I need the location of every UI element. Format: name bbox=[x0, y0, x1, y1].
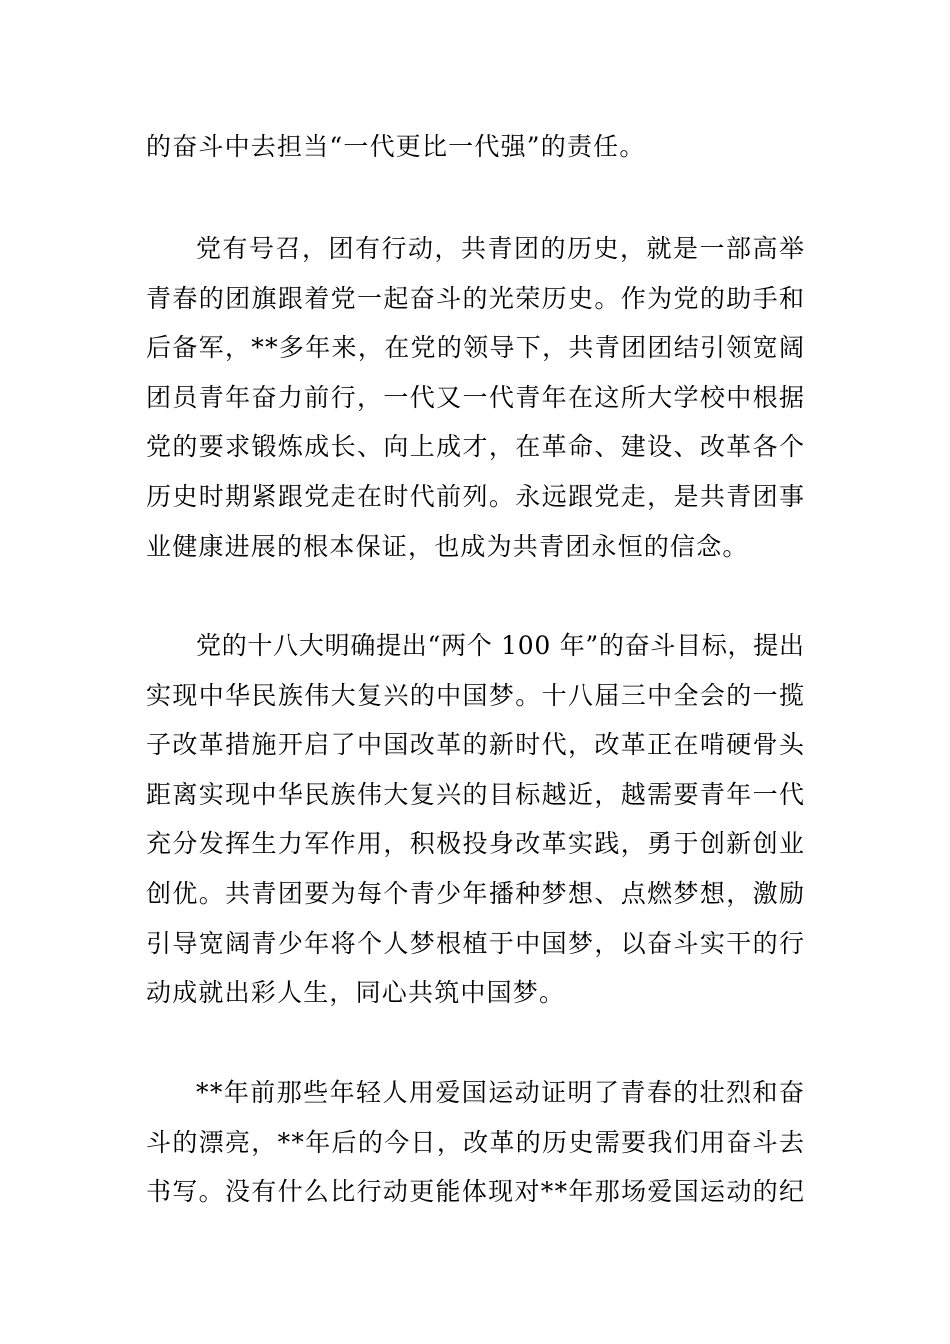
text-line: 动成就出彩人生，同心共筑中国梦。 bbox=[146, 978, 566, 1008]
text-line: 实现中华民族伟大复兴的中国梦。十八届三中全会的一揽 bbox=[146, 680, 806, 710]
text-line: 后备军，**多年来，在党的领导下，共青团团结引领宽阔 bbox=[146, 333, 806, 363]
text-line: 创优。共青团要为每个青少年播种梦想、点燃梦想，激励 bbox=[146, 879, 806, 908]
text-line: 党有号召，团有行动，共青团的历史，就是一部高举 bbox=[196, 234, 806, 263]
text-line: 党的要求锻炼成长、向上成才，在革命、建设、改革各个 bbox=[146, 432, 806, 462]
text-line: 斗的漂亮，**年后的今日，改革的历史需要我们用奋斗去 bbox=[146, 1127, 806, 1157]
text-line: 引导宽阔青少年将个人梦根植于中国梦，以奋斗实干的行 bbox=[146, 928, 806, 958]
text-line: 青春的团旗跟着党一起奋斗的光荣历史。作为党的助手和 bbox=[146, 283, 806, 313]
text-line: 距离实现中华民族伟大复兴的目标越近，越需要青年一代 bbox=[146, 779, 806, 809]
text-line: 充分发挥生力军作用，积极投身改革实践，勇于创新创业 bbox=[146, 829, 806, 859]
text-line: 团员青年奋力前行，一代又一代青年在这所大学校中根据 bbox=[146, 382, 806, 412]
text-line: 子改革措施开启了中国改革的新时代，改革正在啃硬骨头 bbox=[146, 730, 806, 760]
text-line: 业健康进展的根本保证，也成为共青团永恒的信念。 bbox=[146, 531, 749, 561]
text-line: 历史时期紧跟党走在时代前列。永远跟党走，是共青团事 bbox=[146, 482, 806, 511]
text-line: **年前那些年轻人用爱国运动证明了青春的壮烈和奋 bbox=[196, 1078, 806, 1107]
text-line: 书写。没有什么比行动更能体现对**年那场爱国运动的纪 bbox=[146, 1177, 806, 1207]
text-line: 党的十八大明确提出“两个 100 年”的奋斗目标，提出 bbox=[196, 631, 805, 660]
text-line: 的奋斗中去担当“一代更比一代强”的责任。 bbox=[146, 132, 646, 161]
